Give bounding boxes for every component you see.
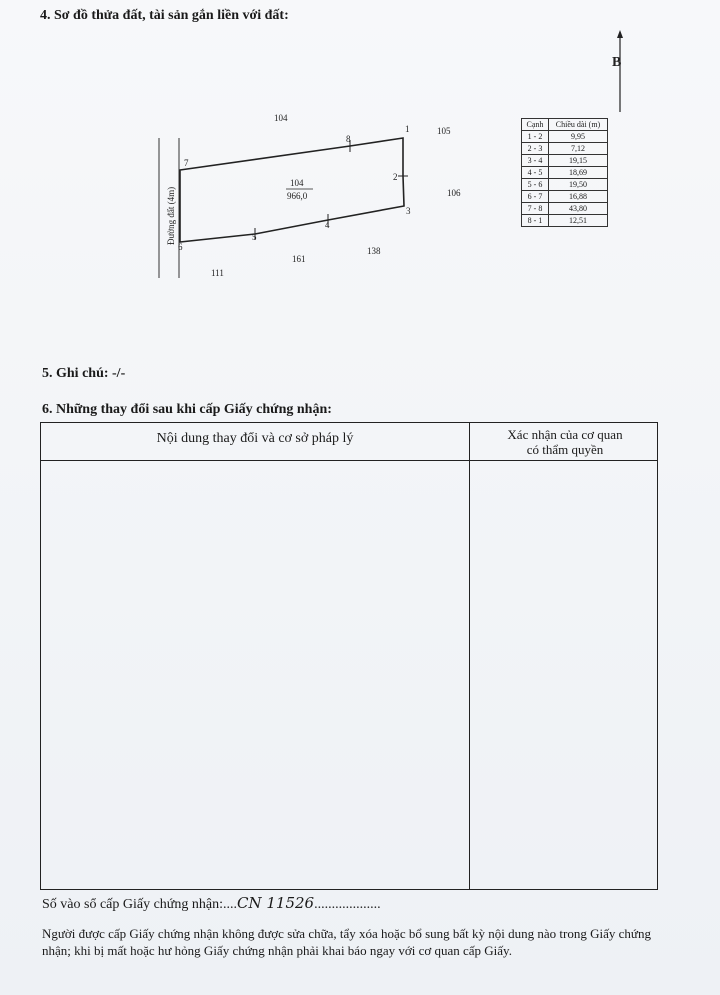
- table-row: [522, 215, 608, 227]
- changes-col2-header: [471, 427, 659, 457]
- land-plot-diagram: [150, 100, 480, 285]
- section-6-title: 6. Những thay đổi sau khi cấp Giấy chứng nhận:: [42, 402, 332, 417]
- col2-header-line2: có thẩm quyền: [526, 442, 604, 457]
- parcel-number: 104: [290, 178, 304, 188]
- section-5-title: 5. Ghi chú: -/-: [42, 366, 126, 381]
- changes-col1-header: Nội dung thay đổi và cơ sở pháp lý: [156, 431, 354, 446]
- north-label: B: [612, 55, 622, 70]
- vertex-6: 6: [178, 242, 183, 252]
- table-row: [522, 131, 608, 143]
- vertex-1: 1: [405, 124, 410, 134]
- registration-number: CN 11526: [237, 894, 315, 912]
- column-divider: [469, 423, 470, 889]
- edge-side: 1 - 2: [522, 131, 549, 143]
- edge-table-header: [522, 119, 608, 131]
- edge-length: 16,88: [549, 191, 608, 203]
- col2-header-line1: Xác nhận của cơ quan: [507, 427, 623, 442]
- neighbor-top: 104: [274, 113, 288, 123]
- edge-length: 18,69: [549, 167, 608, 179]
- section-4-title: 4. Sơ đồ thửa đất, tài sản gắn liền với đất:: [40, 8, 289, 23]
- edge-length: 9,95: [549, 131, 608, 143]
- header-divider: [41, 460, 657, 461]
- vertex-8: 8: [346, 134, 351, 144]
- neighbor-bottom-mid: 161: [292, 254, 306, 264]
- edge-header-length: Chiều dài (m): [549, 119, 608, 131]
- edge-side: 8 - 1: [522, 215, 549, 227]
- registration-line: [42, 894, 381, 913]
- edge-length: 7,12: [549, 143, 608, 155]
- table-row: [522, 155, 608, 167]
- edge-side: 5 - 6: [522, 179, 549, 191]
- vertex-4: 4: [325, 220, 330, 230]
- edge-length: 19,50: [549, 179, 608, 191]
- north-arrow-icon: [600, 28, 640, 118]
- changes-table: [40, 422, 658, 890]
- edge-length: 19,15: [549, 155, 608, 167]
- edge-side: 2 - 3: [522, 143, 549, 155]
- vertex-7: 7: [184, 158, 189, 168]
- neighbor-right: 106: [447, 188, 461, 198]
- table-row: [522, 167, 608, 179]
- vertex-3: 3: [406, 206, 411, 216]
- edge-side: 4 - 5: [522, 167, 549, 179]
- certificate-notice: Người được cấp Giấy chứng nhận không được sửa chữa, tẩy xóa hoặc bổ sung bất kỳ nội dung nào trong Giấy chứng nhận; khi bị mất hoặc hư hỏng Giấy chứng nhận phải khai báo ngay với cơ quan cấp Giấy.: [42, 926, 651, 958]
- parcel-area: 966,0: [287, 191, 308, 201]
- vertex-2: 2: [393, 172, 398, 182]
- neighbor-right-top: 105: [437, 126, 451, 136]
- edge-side: 6 - 7: [522, 191, 549, 203]
- registration-dots-after: ...................: [314, 897, 381, 912]
- vertex-5: 5: [252, 232, 257, 242]
- edge-length-table: [521, 118, 608, 227]
- neighbor-bottom-right: 138: [367, 246, 381, 256]
- edge-length: 12,51: [549, 215, 608, 227]
- registration-label: Số vào sổ cấp Giấy chứng nhận:: [42, 897, 223, 912]
- table-row: [522, 179, 608, 191]
- edge-header-side: Cạnh: [522, 119, 549, 131]
- road-label: Đường đất (4m): [166, 186, 176, 245]
- edge-side: 3 - 4: [522, 155, 549, 167]
- table-row: [522, 143, 608, 155]
- neighbor-bottom-left: 111: [211, 268, 224, 278]
- table-row: [522, 203, 608, 215]
- edge-length: 43,80: [549, 203, 608, 215]
- parcel-boundary: [180, 138, 404, 242]
- table-row: [522, 191, 608, 203]
- edge-side: 7 - 8: [522, 203, 549, 215]
- registration-dots-before: ....: [223, 897, 237, 912]
